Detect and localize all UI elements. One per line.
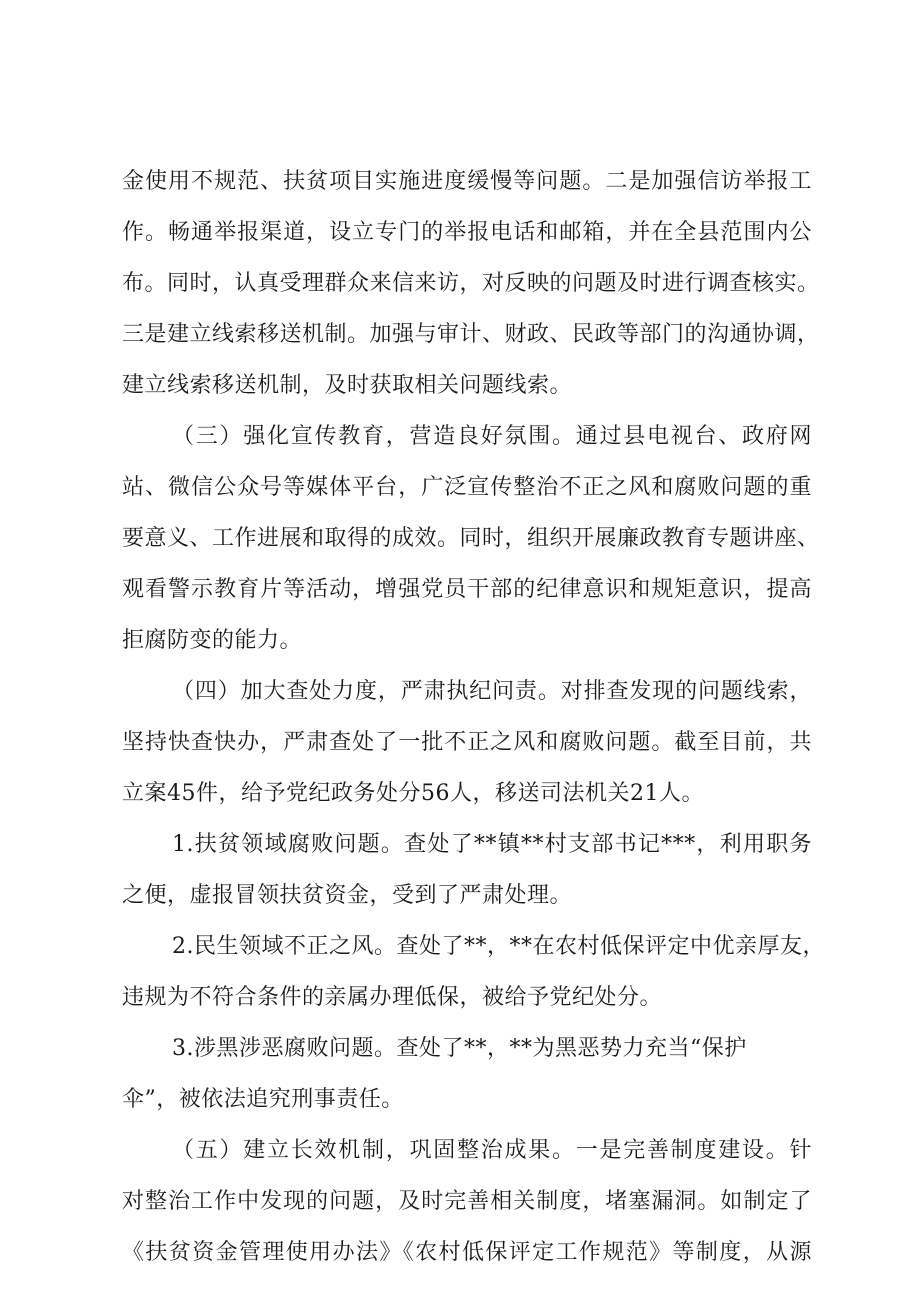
paragraph-1-line-3: 布。同时，认真受理群众来信来访，对反映的问题及时进行调查核实。 bbox=[122, 271, 820, 296]
paragraph-1-line-2: 作。畅通举报渠道，设立专门的举报电话和邮箱，并在全县范围内公 bbox=[122, 220, 812, 245]
paragraph-4-line-2: 之便，虚报冒领扶贫资金，受到了严肃处理。 bbox=[122, 883, 573, 908]
paragraph-1-line-4: 三是建立线索移送机制。加强与审计、财政、民政等部门的沟通协调， bbox=[122, 322, 820, 347]
paragraph-4-line-1: 1.扶贫领域腐败问题。查处了**镇**村支部书记***，利用职务 bbox=[172, 832, 812, 857]
paragraph-5-line-1: 2.民生领域不正之风。查处了**，**在农村低保评定中优亲厚友， bbox=[172, 934, 825, 959]
paragraph-7-line-2: 对整治工作中发现的问题，及时完善相关制度，堵塞漏洞。如制定了 bbox=[122, 1189, 812, 1214]
paragraph-5-line-2: 违规为不符合条件的亲属办理低保，被给予党纪处分。 bbox=[122, 985, 663, 1010]
paragraph-3-line-3: 立案45件，给予党纪政务处分56人，移送司法机关21人。 bbox=[122, 781, 704, 806]
paragraph-7-line-1: （五）建立长效机制，巩固整治成果。一是完善制度建设。针 bbox=[172, 1138, 812, 1163]
paragraph-6-line-1: 3.涉黑涉恶腐败问题。查处了**，**为黑恶势力充当“保护 bbox=[172, 1036, 747, 1061]
paragraph-2-line-1: （三）强化宣传教育，营造良好氛围。通过县电视台、政府网 bbox=[172, 424, 812, 449]
paragraph-2-line-4: 观看警示教育片等活动，增强党员干部的纪律意识和规矩意识，提高 bbox=[122, 577, 812, 602]
paragraph-2-line-2: 站、微信公众号等媒体平台，广泛宣传整治不正之风和腐败问题的重 bbox=[122, 475, 812, 500]
paragraph-3-line-2: 坚持快查快办，严肃查处了一批不正之风和腐败问题。截至目前，共 bbox=[122, 730, 812, 755]
paragraph-1-line-5: 建立线索移送机制，及时获取相关问题线索。 bbox=[122, 373, 573, 398]
paragraph-2-line-3: 要意义、工作进展和取得的成效。同时，组织开展廉政教育专题讲座、 bbox=[122, 526, 820, 551]
paragraph-3-line-1: （四）加大查处力度，严肃执纪问责。对排查发现的问题线索， bbox=[172, 679, 812, 704]
paragraph-7-line-3: 《扶贫资金管理使用办法》《农村低保评定工作规范》等制度，从源 bbox=[122, 1240, 812, 1265]
paragraph-2-line-5: 拒腐防变的能力。 bbox=[122, 628, 303, 653]
paragraph-1-line-1: 金使用不规范、扶贫项目实施进度缓慢等问题。二是加强信访举报工 bbox=[122, 169, 812, 194]
paragraph-6-line-2: 伞”，被依法追究刑事责任。 bbox=[122, 1087, 404, 1112]
